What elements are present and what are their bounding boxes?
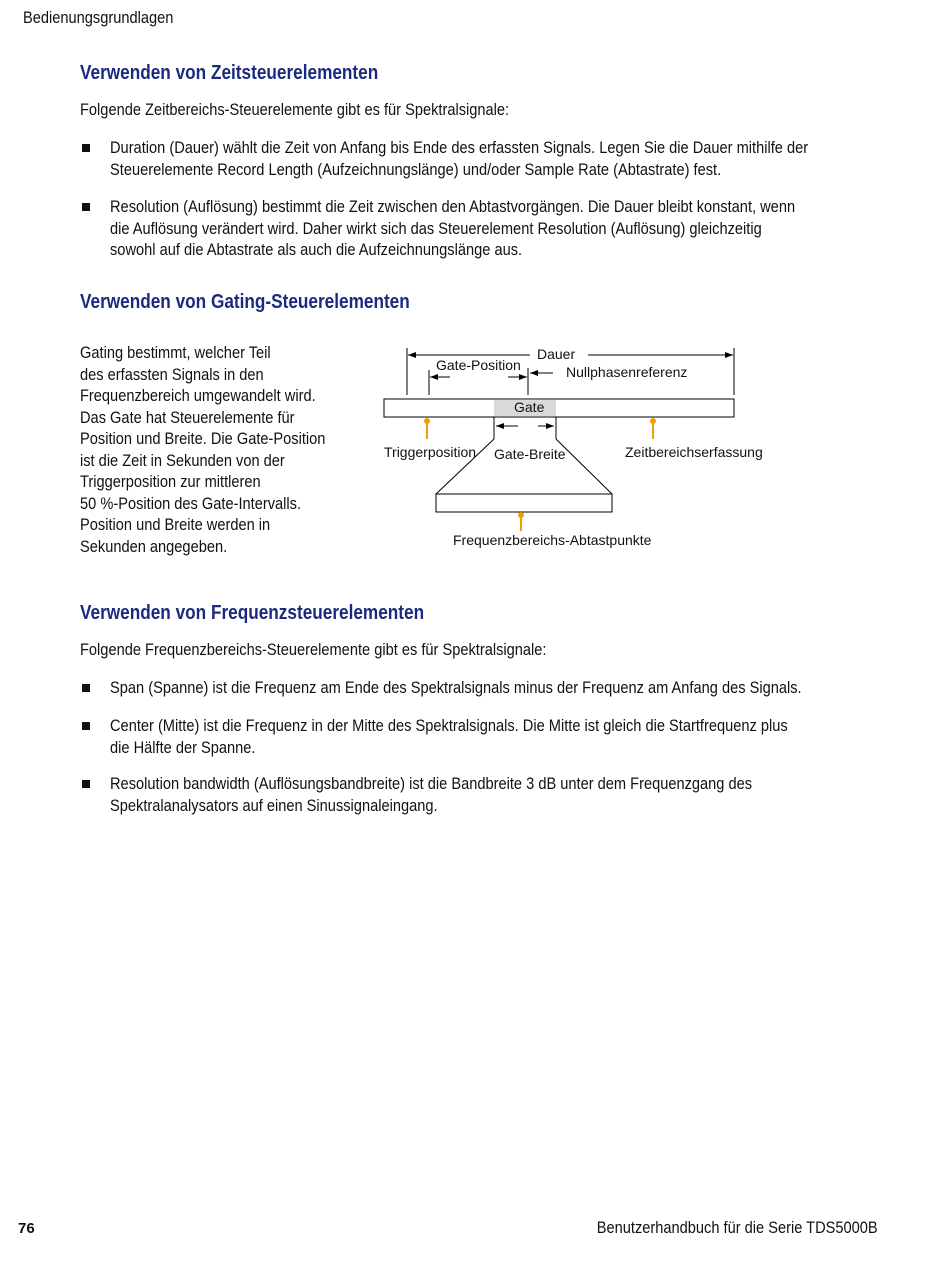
gate-width-label: Gate-Breite [494, 446, 566, 462]
trigger-marker-dot [424, 418, 430, 424]
text-line: Spektralanalysators auf einen Sinussignaleingang. [110, 795, 438, 815]
page-number: 76 [18, 1220, 35, 1237]
text-line: Position und Breite. Die Gate-Position [80, 429, 326, 448]
text-line: Steuerelemente Record Length (Aufzeichnungslänge) und/oder Sample Rate (Abtastrate) fest. [110, 159, 722, 179]
time-domain-acquisition-label: Zeitbereichserfassung [625, 444, 763, 460]
frequency-sample-points-label: Frequenzbereichs-Abtastpunkte [453, 532, 652, 548]
time-record-bar [384, 399, 734, 417]
zero-phase-reference-label: Nullphasenreferenz [566, 364, 688, 380]
frequency-marker-dot [518, 512, 524, 518]
expansion-right-edge [556, 439, 612, 494]
text-line: Position und Breite werden in [80, 515, 271, 534]
text-line: ist die Zeit in Sekunden von der [80, 450, 285, 470]
text-line: Duration (Dauer) wählt die Zeit von Anfang bis Ende des erfassten Signals. Legen Sie die Dauer mithilfe der [110, 138, 809, 157]
text-line: Sekunden angegeben. [80, 536, 228, 556]
section-intro-frequency-controls: Folgende Frequenzbereichs-Steuerelemente gibt es für Spektralsignale: [80, 640, 547, 659]
gating-diagram [370, 340, 770, 555]
text-line: sowohl auf die Abtastrate als auch die Aufzeichnungslänge aus. [110, 240, 523, 259]
bullet-square-icon [82, 144, 90, 152]
time-domain-marker-dot [650, 418, 656, 424]
list-item-text [110, 677, 802, 699]
list-item-text [110, 715, 788, 758]
text-line: Center (Mitte) ist die Frequenz in der Mitte des Spektralsignals. Die Mitte ist gleich die Startfrequenz plus [110, 716, 788, 735]
list-item-text [110, 773, 752, 816]
section-title-frequency-controls: Verwenden von Frequenzsteuerelementen [80, 602, 425, 624]
gate-label: Gate [514, 399, 545, 415]
gating-description [80, 342, 325, 557]
bullet-square-icon [82, 684, 90, 692]
text-line: die Auflösung verändert wird. Daher wirkt sich das Steuerelement Resolution (Auflösung) gleichzeitig [110, 218, 762, 238]
section-title-time-controls: Verwenden von Zeitsteuerelementen [80, 62, 379, 84]
text-line: Span (Spanne) ist die Frequenz am Ende des Spektralsignals minus der Frequenz am Anfang des Signals. [110, 678, 802, 697]
footer-title: Benutzerhandbuch für die Serie TDS5000B [597, 1218, 878, 1237]
section-title-gating-controls: Verwenden von Gating-Steuerelementen [80, 291, 410, 313]
text-line: Resolution bandwidth (Auflösungsbandbreite) ist die Bandbreite 3 dB unter dem Frequenzgang des [110, 774, 753, 793]
text-line: die Hälfte der Spanne. [110, 737, 256, 757]
list-item-text [110, 137, 808, 180]
text-line: Resolution (Auflösung) bestimmt die Zeit zwischen den Abtastvorgängen. Die Dauer bleibt konstant, wenn [110, 197, 796, 216]
trigger-position-label: Triggerposition [384, 444, 477, 460]
text-line: 50 %-Position des Gate-Intervalls. [80, 493, 302, 513]
text-line: Triggerposition zur mittleren [80, 472, 261, 491]
bullet-square-icon [82, 780, 90, 788]
text-line: des erfassten Signals in den [80, 364, 264, 384]
running-header: Bedienungsgrundlagen [23, 8, 174, 27]
bullet-square-icon [82, 722, 90, 730]
dauer-label: Dauer [537, 346, 576, 362]
frequency-domain-bar [436, 494, 612, 512]
section-intro-time-controls: Folgende Zeitbereichs-Steuerelemente gibt es für Spektralsignale: [80, 100, 510, 119]
text-line: Gating bestimmt, welcher Teil [80, 343, 271, 362]
gate-position-label: Gate-Position [436, 357, 521, 373]
list-item-text [110, 196, 795, 261]
text-line: Das Gate hat Steuerelemente für [80, 407, 295, 427]
text-line: Frequenzbereich umgewandelt wird. [80, 386, 316, 405]
bullet-square-icon [82, 203, 90, 211]
